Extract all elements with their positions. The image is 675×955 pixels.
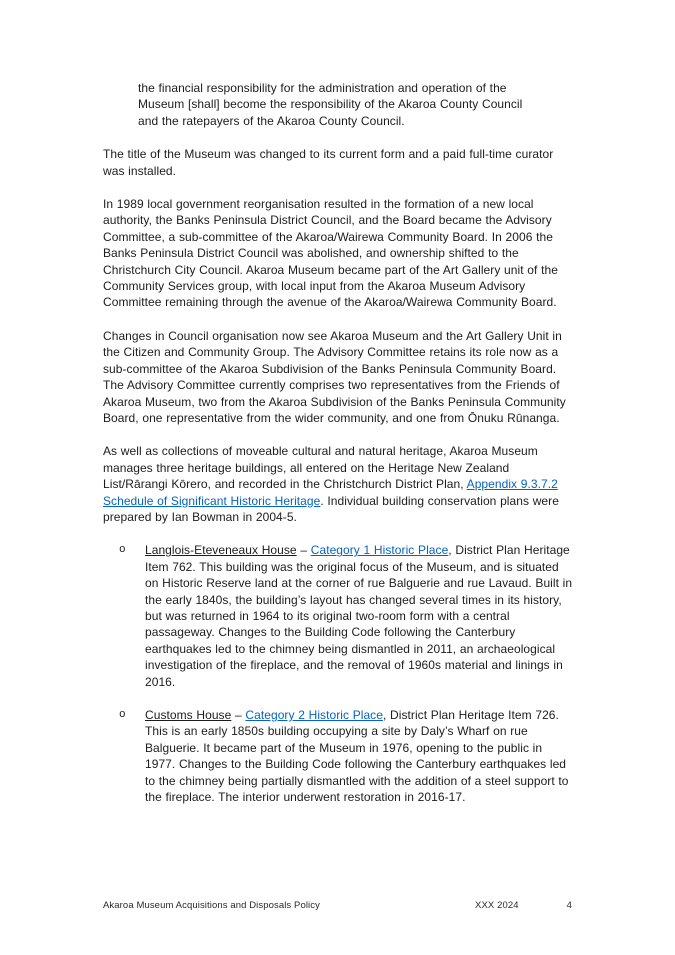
footer-document-title: Akaroa Museum Acquisitions and Disposals Policy <box>103 900 320 911</box>
bullet-text <box>145 542 573 690</box>
appendix-9-3-7-2-schedule-link[interactable]: Appendix 9.3.7.2 Schedule of Significant Historic Heritage <box>103 477 558 508</box>
footer-date: XXX 2024 <box>475 900 519 911</box>
underlined-term: Langlois-Eteveneaux House <box>145 543 297 558</box>
category-1-historic-place-link[interactable]: Category 1 Historic Place <box>310 543 449 558</box>
paragraph <box>103 328 573 426</box>
footer-page-number: 4 <box>566 900 572 911</box>
paragraph <box>103 443 573 525</box>
page-footer <box>103 900 572 912</box>
quote-block <box>138 80 538 129</box>
text-run: – <box>296 543 311 558</box>
bullet-marker: o <box>119 544 126 557</box>
text-run: , District Plan Heritage Item 726. This is an early 1850s building occupying a site by Daly’s Wharf on rue Balguerie. It became part of the Museum in 1976, opening to the public in 1977. Changes to the Building Code following the Canterbury earthquakes led to the chimney being partially dismantled with the addition of a steel support to the fireplace. The interior underwent restoration in 2016-17. <box>145 708 569 805</box>
bullet-item <box>103 707 573 805</box>
text-run: The title of the Museum was changed to its current form and a paid full-time curator was installed. <box>103 147 554 178</box>
text-run: – <box>231 708 246 722</box>
paragraph <box>103 146 573 179</box>
text-run: In 1989 local government reorganisation resulted in the formation of a new local authority, the Banks Peninsula District Council, and the Board became the Advisory Committee, a sub-committee of the Akaroa/Wairewa Community Board. In 2006 the Banks Peninsula District Council was abolished, and ownership shifted to the Christchurch City Council. Akaroa Museum became part of the Art Gallery unit of the Community Services group, with local input from the Akaroa Museum Advisory Committee remaining through the avenue of the Akaroa/Wairewa Community Board. <box>103 197 558 310</box>
text-run: the financial responsibility for the administration and operation of the Museum [shall] become the responsibility of the Akaroa County Council and the ratepayers of the Akaroa County Council. <box>138 81 523 128</box>
bullet-text <box>145 707 573 805</box>
category-2-historic-place-link[interactable]: Category 2 Historic Place <box>245 708 383 722</box>
bullet-item <box>103 542 573 690</box>
text-run: Changes in Council organisation now see Akaroa Museum and the Art Gallery Unit in the Citizen and Community Group. The Advisory Committee retains its role now as a sub-committee of the Akaroa Subdivision of the Banks Peninsula Community Board. The Advisory Committee currently comprises two representatives from the Friends of Akaroa Museum, two from the Akaroa Subdivision of the Banks Peninsula Community Board, one representative from the wider community, and one from Ōnuku Rūnanga. <box>103 328 566 425</box>
text-run: As well as collections of moveable cultural and natural heritage, Akaroa Museum manages three heritage buildings, all entered on the Heritage New Zealand List/Rārangi Kōrero, and recorded in the Christchurch District Plan, <box>103 444 538 492</box>
document-body <box>103 80 573 822</box>
underlined-term: Customs House <box>145 708 232 722</box>
bullet-marker: o <box>119 709 126 721</box>
text-run: , District Plan Heritage Item 762. This building was the original focus of the Museum, and is situated on Historic Reserve land at the corner of rue Balguerie and rue Lavaud. Built in the early 1840s, the building’s layout has changed several times in its history, but was returned in 1964 to its original two-room form with a central passageway. Changes to the Building Code following the Canterbury earthquakes led to the chimney being dismantled in 2011, an archaeological investigation of the fireplace, and the removal of 1960s material and linings in 2016. <box>145 543 573 689</box>
paragraph <box>103 196 573 311</box>
text-run: . Individual building conservation plans were prepared by Ian Bowman in 2004-5. <box>103 493 559 524</box>
